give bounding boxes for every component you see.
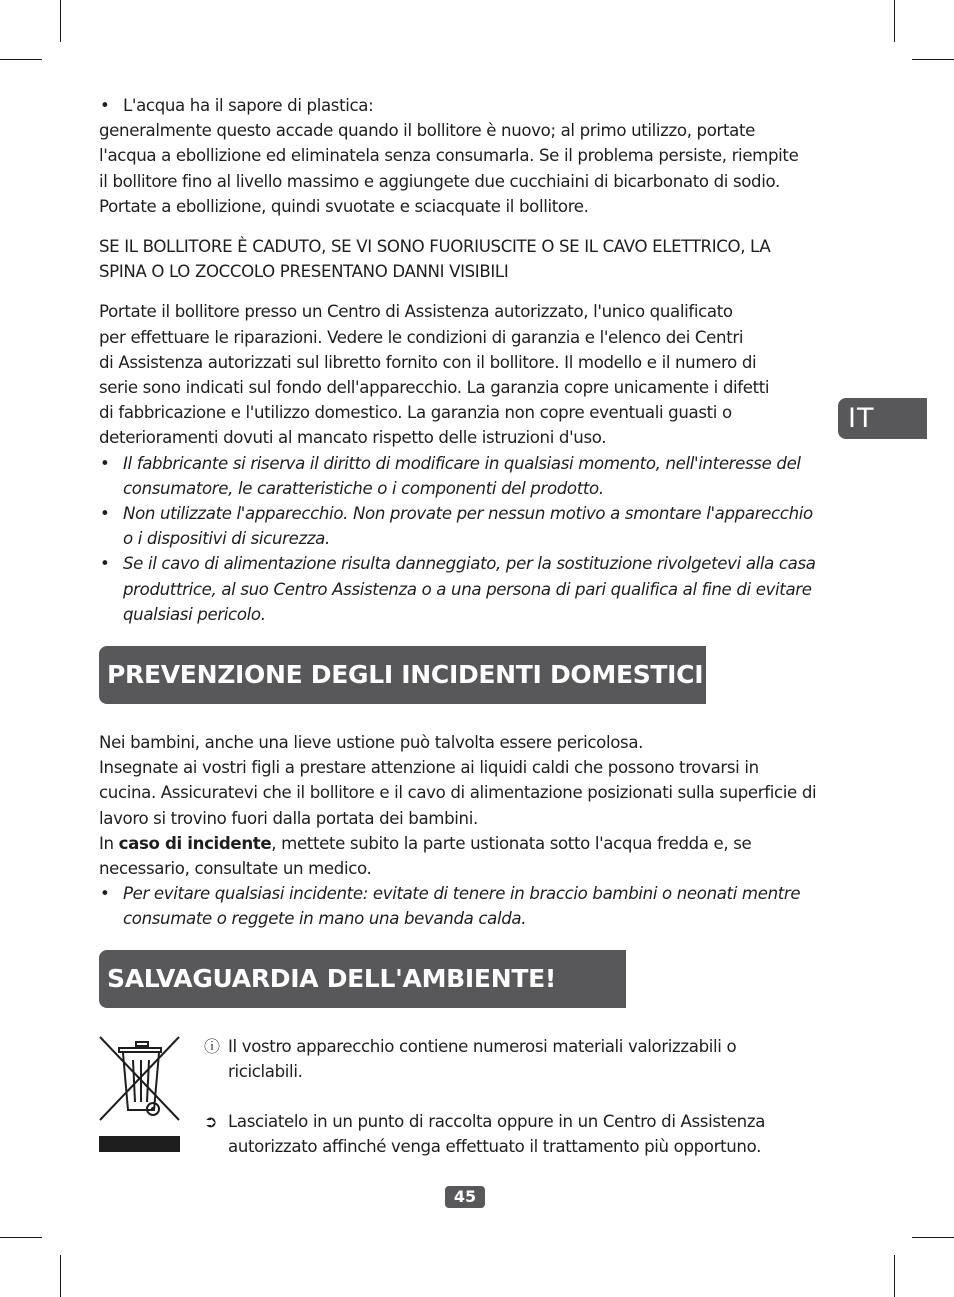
text-line: Insegnate ai vostri figli a prestare attenzione ai liquidi caldi che possono trovarsi in bbox=[99, 758, 759, 778]
list-item: • Non utilizzate l'apparecchio. Non provate per nessun motivo a smontare l'apparecchio o i dispositivi di sicurezza. bbox=[99, 501, 839, 551]
page-number: 45 bbox=[445, 1186, 485, 1208]
text-line: deterioramenti dovuti al mancato rispetto delle istruzioni d'uso. bbox=[99, 428, 607, 448]
damage-heading-line: SPINA O LO ZOCCOLO PRESENTANO DANNI VISIBILI bbox=[99, 262, 509, 282]
crop-mark bbox=[60, 0, 61, 42]
text-line: lavoro si trovino fuori dalla portata dei bambini. bbox=[99, 808, 478, 828]
text-line: l'acqua a ebollizione ed eliminatela senza consumarla. Se il problema persiste, riempite bbox=[99, 146, 799, 166]
environment-block bbox=[99, 1034, 839, 1174]
section-heading-prevention: PREVENZIONE DEGLI INCIDENTI DOMESTICI bbox=[99, 646, 706, 704]
crop-mark bbox=[894, 0, 895, 42]
damage-heading-line: SE IL BOLLITORE È CADUTO, SE VI SONO FUORIUSCITE O SE IL CAVO ELETTRICO, LA bbox=[99, 237, 771, 257]
crop-mark bbox=[60, 1255, 61, 1297]
text-line: serie sono indicati sul fondo dell'apparecchio. La garanzia copre unicamente i difetti bbox=[99, 378, 770, 398]
crop-mark bbox=[912, 59, 954, 60]
crop-mark bbox=[894, 1255, 895, 1297]
arrow-icon: ➲ bbox=[204, 1112, 218, 1132]
list-item: ⓘ Il vostro apparecchio contiene numerosi materiali valorizzabili o riciclabili. bbox=[204, 1034, 804, 1084]
list-item: ➲ Lasciatelo in un punto di raccolta oppure in un Centro di Assistenza autorizzato affinché venga effettuato il trattamento più opportuno. bbox=[204, 1109, 804, 1159]
accident-emphasis: caso di incidente bbox=[118, 833, 272, 853]
crossed-bin-icon bbox=[99, 1036, 180, 1152]
list-item: • Per evitare qualsiasi incidente: evitate di tenere in braccio bambini o neonati mentre consumate o reggete in mano una bevanda calda. bbox=[99, 881, 839, 931]
language-tab: IT bbox=[838, 398, 927, 439]
environment-text bbox=[204, 1034, 804, 1160]
text-line: per effettuare le riparazioni. Vedere le condizioni di garanzia e l'elenco dei Centri bbox=[99, 327, 744, 347]
list-item: • Se il cavo di alimentazione risulta danneggiato, per la sostituzione rivolgetevi alla casa produttrice, al suo Centro Assistenza o a una persona di pari qualifica al fine di evitare qualsiasi pericolo. bbox=[99, 551, 839, 627]
text-line: Portate a ebollizione, quindi svuotate e sciacquate il bollitore. bbox=[99, 196, 589, 216]
text-line: di Assistenza autorizzati sul libretto fornito con il bollitore. Il modello e il numero di bbox=[99, 352, 757, 372]
text-line: generalmente questo accade quando il bollitore è nuovo; al primo utilizzo, portate bbox=[99, 121, 755, 141]
text-line: di fabbricazione e l'utilizzo domestico. La garanzia non copre eventuali guasti o bbox=[99, 403, 732, 423]
page-content bbox=[99, 93, 839, 1174]
info-icon: ⓘ bbox=[204, 1036, 220, 1056]
text-line: cucina. Assicuratevi che il bollitore e il cavo di alimentazione posizionati sulla superficie di bbox=[99, 783, 817, 803]
text-line: Portate il bollitore presso un Centro di Assistenza autorizzato, l'unico qualificato bbox=[99, 302, 733, 322]
accident-line: In caso di incidente, mettete subito la parte ustionata sotto l'acqua fredda e, se bbox=[99, 833, 752, 853]
crop-mark bbox=[0, 59, 42, 60]
text-line: il bollitore fino al livello massimo e aggiungete due cucchiaini di bicarbonato di sodio. bbox=[99, 171, 780, 191]
list-item: • Il fabbricante si riserva il diritto di modificare in qualsiasi momento, nell'interesse del consumatore, le caratteristiche o i componenti del prodotto. bbox=[99, 451, 839, 501]
section-heading-environment: SALVAGUARDIA DELL'AMBIENTE! bbox=[99, 950, 626, 1008]
crop-mark bbox=[912, 1237, 954, 1238]
text-line: Nei bambini, anche una lieve ustione può talvolta essere pericolosa. bbox=[99, 733, 644, 753]
plastic-taste-bullet: • L'acqua ha il sapore di plastica: bbox=[99, 93, 839, 118]
text-line: necessario, consultate un medico. bbox=[99, 859, 372, 879]
crop-mark bbox=[0, 1237, 42, 1238]
